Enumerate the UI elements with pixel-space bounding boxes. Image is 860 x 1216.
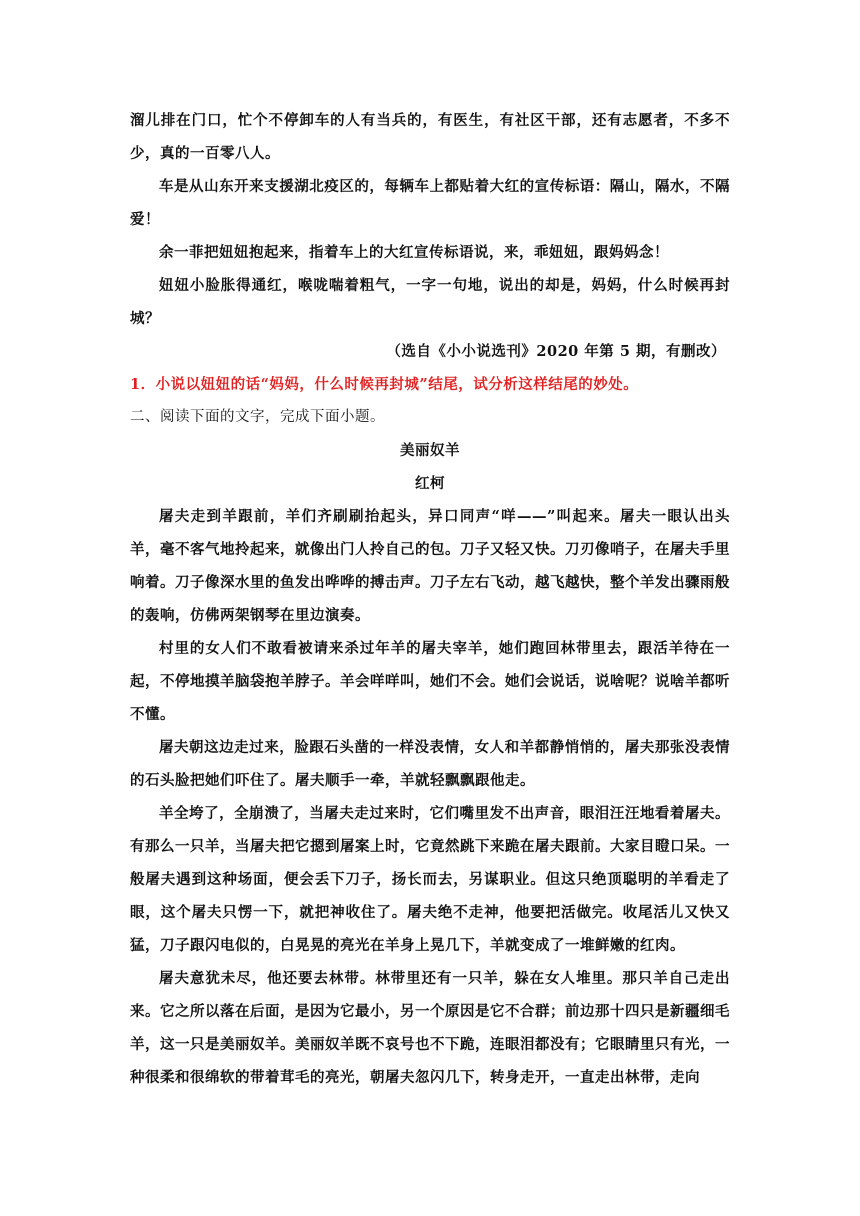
paragraph: 羊全垮了，全崩溃了，当屠夫走过来时，它们嘴里发不出声音，眼泪汪汪地看着屠夫。有那么一只羊，当屠夫把它摁到屠案上时，它竟然跳下来跪在屠夫跟前。大家目瞪口呆。一般屠夫遇到这种场面，便会丢下刀子，扬长而去，另谋职业。但这只绝顶聪明的羊看走了眼，这个屠夫只愣一下，就把神收住了。屠夫绝不走神，他要把活做完。收尾活儿又快又猛，刀子跟闪电似的，白晃晃的亮光在羊身上晃几下，羊就变成了一堆鲜嫩的红肉。	[130, 805, 730, 954]
section-heading: 二、阅读下面的文字，完成下面小题。	[130, 409, 385, 425]
paragraph: 村里的女人们不敢看被请来杀过年羊的屠夫宰羊，她们跑回林带里去，跟活羊待在一起，不停地摸羊脑袋抱羊脖子。羊会咩咩叫，她们不会。她们会说话，说啥呢？说啥羊都听不懂。	[130, 640, 730, 723]
story-title: 美丽奴羊	[400, 442, 460, 459]
story-author: 红柯	[415, 475, 445, 492]
document-page	[130, 104, 730, 1094]
paragraph: 车是从山东开来支援湖北疫区的，每辆车上都贴着大红的宣传标语：隔山，隔水，不隔爱！	[130, 178, 730, 228]
question-1: 1．小说以妞妞的话“妈妈，什么时候再封城”结尾，试分析这样结尾的妙处。	[130, 376, 639, 393]
source-note: （选自《小小说选刊》2020 年第 5 期，有删改）	[386, 343, 726, 360]
paragraph: 屠夫意犹未尽，他还要去林带。林带里还有一只羊，躲在女人堆里。那只羊自己走出来。它之所以落在后面，是因为它最小，另一个原因是它不合群；前边那十四只是新疆细毛羊，这一只是美丽奴羊。美丽奴羊既不哀号也不下跪，连眼泪都没有；它眼睛里只有光，一种很柔和很绵软的带着茸毛的亮光，朝屠夫忽闪几下，转身走开，一直走出林带，走向	[130, 970, 730, 1086]
paragraph: 妞妞小脸胀得通红，喉咙喘着粗气，一字一句地，说出的却是，妈妈，什么时候再封城？	[130, 277, 730, 327]
paragraph: 屠夫走到羊跟前，羊们齐刷刷抬起头，异口同声“咩——”叫起来。屠夫一眼认出头羊，毫不客气地拎起来，就像出门人拎自己的包。刀子又轻又快。刀刃像哨子，在屠夫手里响着。刀子像深水里的鱼发出哗哗的搏击声。刀子左右飞动，越飞越快，整个羊发出骤雨般的轰响，仿佛两架钢琴在里边演奏。	[130, 508, 730, 624]
paragraph: 余一菲把妞妞抱起来，指着车上的大红宣传标语说，来，乖妞妞，跟妈妈念！	[159, 244, 669, 261]
paragraph: 溜儿排在门口，忙个不停卸车的人有当兵的，有医生，有社区干部，还有志愿者，不多不少，真的一百零八人。	[130, 112, 730, 162]
paragraph: 屠夫朝这边走过来，脸跟石头凿的一样没表情，女人和羊都静悄悄的，屠夫那张没表情的石头脸把她们吓住了。屠夫顺手一牵，羊就轻飘飘跟他走。	[130, 739, 730, 789]
